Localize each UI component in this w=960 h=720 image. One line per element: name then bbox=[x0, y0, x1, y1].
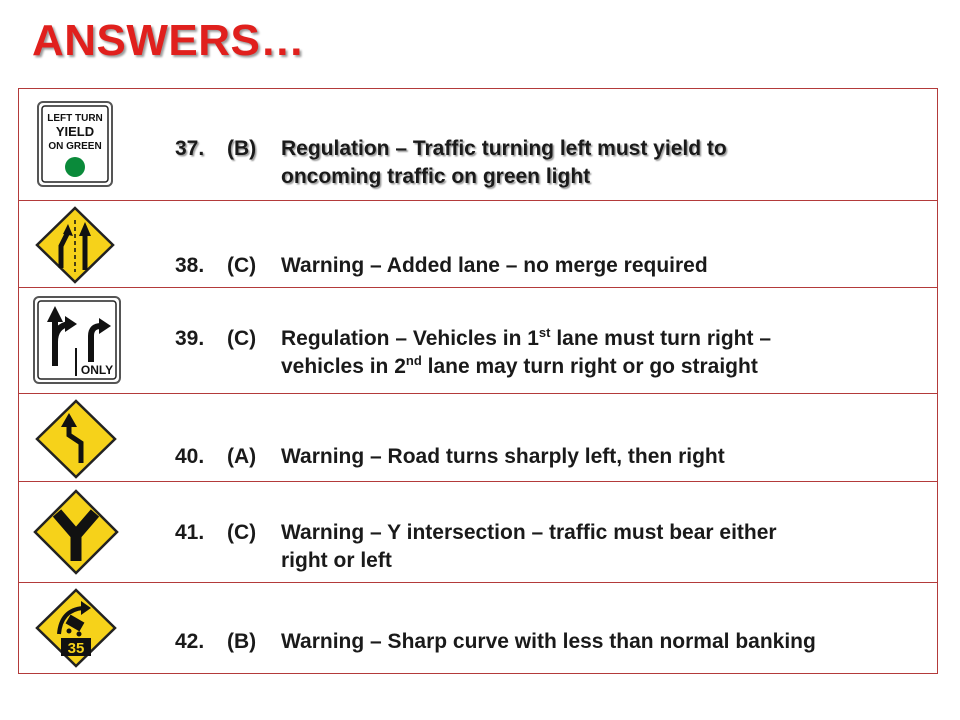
answer-text-41: 41. (C) Warning – Y intersection – traffic must bear either right or left bbox=[175, 521, 777, 572]
left-turn-yield-on-green-sign-icon bbox=[37, 101, 113, 187]
sign-text-yield: YIELD bbox=[55, 124, 95, 139]
answer-text-42: 42. (B) Warning – Sharp curve with less than normal banking bbox=[175, 630, 816, 653]
answer-text-37: 37. (B) Regulation – Traffic turning left must yield to oncoming traffic on green light bbox=[175, 137, 727, 188]
truck-rollover-curve-warning-sign-icon bbox=[35, 588, 117, 668]
sign-text-left-turn: LEFT TURN bbox=[47, 113, 103, 124]
answer-row-39 bbox=[19, 287, 937, 394]
answer-row-37 bbox=[19, 89, 937, 201]
answer-text-38: 38. (C) Warning – Added lane – no merge required bbox=[175, 254, 708, 277]
answers-table bbox=[18, 88, 938, 674]
page-title: ANSWERS… bbox=[32, 16, 305, 65]
answer-row-42 bbox=[19, 582, 937, 673]
sign-text-on-green: ON GREEN bbox=[48, 141, 102, 152]
reverse-turn-warning-sign-icon bbox=[35, 399, 117, 479]
answer-row-38 bbox=[19, 200, 937, 288]
answer-row-40 bbox=[19, 393, 937, 482]
answer-text-40: 40. (A) Warning – Road turns sharply left, then right bbox=[175, 445, 725, 468]
answer-text-39: 39. (C) Regulation – Vehicles in 1st lane must turn right – vehicles in 2nd lane may turn right or go straight bbox=[175, 325, 772, 378]
sign-text-speed: 35 bbox=[67, 640, 85, 657]
lane-control-only-sign-icon bbox=[33, 296, 121, 384]
sign-text-only: ONLY bbox=[80, 363, 114, 377]
added-lane-warning-sign-icon bbox=[35, 206, 115, 284]
answer-row-41 bbox=[19, 481, 937, 583]
y-intersection-warning-sign-icon bbox=[33, 489, 119, 575]
